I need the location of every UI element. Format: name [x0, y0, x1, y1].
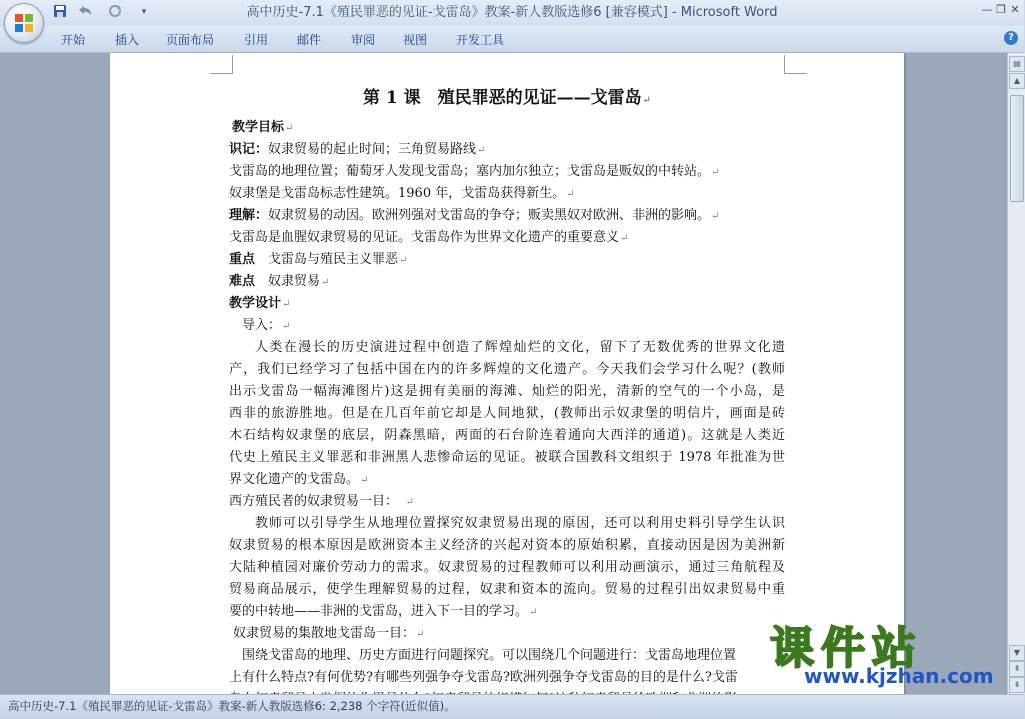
scrollbar-thumb[interactable]: [1010, 95, 1024, 202]
scroll-up-icon[interactable]: ▲: [1009, 73, 1025, 89]
section1-heading: 西方殖民者的奴隶贸易一目：: [229, 494, 392, 509]
tab-page-layout[interactable]: 页面布局: [166, 33, 215, 47]
document-body: 第 1 课 殖民罪恶的见证——戈雷岛↵ 教学目标↵ 识记：奴隶贸易的起止时间；三角贸易路线↵ 戈雷岛的地理位置；葡萄牙人发现戈雷岛；塞内加尔独立；戈雷岛是贩奴的中转站。↵ 奴隶堡是戈雷岛标志性建筑。1960 年，戈雷岛获得新生。↵ 理解：奴隶贸易的动因。欧洲列强对戈雷岛的争夺；贩卖黑奴对欧洲、非洲的影响。↵ 戈雷岛是血腥奴隶贸易的见证。戈雷岛作为世界文化遗产的重要意义↵ 重点 戈雷岛与殖民主义罪恶↵ 难点 奴隶贸易↵ 教学设计↵ 导入：↵ 人类在漫长的历史演进过程中创造了辉煌灿烂的文化，留下了无数优秀的世界文化遗 产，我们已经学习了包括中国在内的许多辉煌的文化遗产。今天我们会学习什么呢？(教师 出示戈雷岛一幅海滩图片)这是拥有美丽的海滩、灿烂的阳光，清新的空气的一个小岛，是 西非的旅游胜地。但是在几百年前它却是人间地狱，(教师出示奴隶堡的明信片，画面是砖 木石结构奴隶堡的底层，阴森黑暗，两面的石台阶连着通向大西洋的通道)。这就是人类近 代史上殖民主义罪恶和非洲黑人悲惨命运的见证。被联合国教科文组织于 1978 年批准为世 界文化遗产的戈雷岛。↵ 西方殖民者的奴隶贸易一目： ↵ 教师可以引导学生从地理位置探究奴隶贸易出现的原因，还可以利用史料引导学生认识 奴隶贸易的根本原因是欧洲资本主义经济的兴起对资本的原始积累，直接动因是因为美洲新 大陆种植园对廉价劳动力的需求。奴隶贸易的过程教师可以利用动画演示，通过三角航程及 贸易商品展示，使学生理解贸易的过程，奴隶和资本的流向。贸易的过程引出奴隶贸易中重 要的中转地——非洲的戈雷岛，进入下一目的学习。↵ 奴隶贸易的集散地戈雷岛一目：↵ 围绕戈雷岛的地理、历史方面进行问题探究。可以围绕几个问题进行：戈雷岛地理位置 上有什么特点?有何优势?有哪些列强争夺戈雷岛?欧洲列强争夺戈雷岛的目的是什么?戈雷: [229, 83, 785, 711]
ruler-toggle-icon[interactable]: ▤: [1009, 56, 1025, 72]
office-button[interactable]: [4, 3, 44, 43]
understand-text: 奴隶贸易的动因。欧洲列强对戈雷岛的争夺；贩卖黑奴对欧洲、非洲的影响。: [268, 208, 711, 223]
difficulty-text: 奴隶贸易: [268, 274, 321, 289]
intro-label: 导入：: [242, 318, 282, 333]
paragraph-goree: 围绕戈雷岛的地理、历史方面进行问题探究。可以围绕几个问题进行：戈雷岛地理位置 上有什么特点?有何优势?有哪些列强争夺戈雷岛?欧洲列强争夺戈雷岛的目的是什么?戈雷: [229, 648, 738, 685]
title-bar: [0, 0, 1024, 26]
paragraph-trade: 教师可以引导学生从地理位置探究奴隶贸易出现的原因，还可以利用史料引导学生认识 奴隶贸易的根本原因是欧洲资本主义经济的兴起对资本的原始积累，直接动因是因为美洲新 大陆种植园对廉价劳动力的需求。奴隶贸易的过程教师可以利用动画演示，通过三角航程及 贸易商品展示，使学生理解贸易的过程，奴隶和资本的流向。贸易的过程引出奴隶贸易中重 要的中转地——非洲的戈雷岛，进入下一目的学习。↵: [229, 516, 785, 619]
tab-mailings[interactable]: 邮件: [297, 33, 322, 47]
help-icon[interactable]: ?: [1004, 31, 1018, 45]
scroll-down-icon[interactable]: ▼: [1009, 645, 1025, 661]
tab-home[interactable]: 开始: [61, 33, 86, 47]
minimize-button[interactable]: —: [981, 3, 993, 16]
ribbon-tab-bar: [0, 26, 1024, 53]
document-workspace: [0, 53, 1007, 694]
paragraph-intro: 人类在漫长的历史演进过程中创造了辉煌灿烂的文化，留下了无数优秀的世界文化遗 产，我们已经学习了包括中国在内的许多辉煌的文化遗产。今天我们会学习什么呢？(教师 出示戈雷岛一幅海滩图片)这是拥有美丽的海滩、灿烂的阳光，清新的空气的一个小岛，是 西非的旅游胜地。但是在几百年前它却是人间地狱，(教师出示奴隶堡的明信片，画面是砖 木石结构奴隶堡的底层，阴森黑暗，两面的石台阶连着通向大西洋的通道)。这就是人类近 代史上殖民主义罪恶和非洲黑人悲惨命运的见证。被联合国教科文组织于 1978 年批准为世 界文化遗产的戈雷岛。↵: [229, 340, 785, 487]
status-text: 高中历史-7.1《殖民罪恶的见证-戈雷岛》教案-新人教版选修6: 2,238 个字符(近似值)。: [8, 699, 456, 713]
next-page-icon[interactable]: ⇟: [1009, 677, 1025, 693]
crop-mark-right: [784, 55, 807, 74]
castle-line: 奴隶堡是戈雷岛标志性建筑。1960 年，戈雷岛获得新生。: [229, 186, 566, 201]
tab-insert[interactable]: 插入: [115, 33, 140, 47]
close-button[interactable]: ✕: [1010, 3, 1020, 16]
office-logo-icon: [14, 13, 34, 33]
document-title: 第 1 课 殖民罪恶的见证——戈雷岛↵: [362, 88, 652, 108]
witness-line: 戈雷岛是血腥奴隶贸易的见证。戈雷岛作为世界文化遗产的重要意义: [229, 230, 620, 245]
tab-view[interactable]: 视图: [403, 33, 428, 47]
redo-icon[interactable]: [106, 4, 124, 21]
section2-heading: 奴隶贸易的集散地戈雷岛一目：: [233, 626, 416, 641]
vertical-scrollbar[interactable]: [1007, 53, 1025, 694]
objectives-heading: 教学目标: [232, 120, 285, 135]
undo-icon[interactable]: [74, 4, 96, 21]
watermark-logo: 课件站 www.kjzhan.com: [770, 623, 994, 688]
previous-page-icon[interactable]: ⇞: [1009, 661, 1025, 677]
focus-text: 戈雷岛与殖民主义罪恶: [268, 252, 399, 267]
tab-developer[interactable]: 开发工具: [456, 33, 505, 47]
window-title: 高中历史-7.1《殖民罪恶的见证-戈雷岛》教案-新人教版选修6 [兼容模式] - Microsoft Word: [246, 5, 778, 20]
tab-review[interactable]: 审阅: [351, 33, 376, 47]
tab-references[interactable]: 引用: [244, 33, 269, 47]
knowledge-text: 奴隶贸易的起止时间；三角贸易路线: [268, 142, 477, 157]
save-icon[interactable]: [52, 4, 68, 21]
design-heading: 教学设计: [229, 296, 282, 311]
crop-mark-left: [210, 55, 233, 74]
status-bar: [0, 694, 1024, 719]
geography-line: 戈雷岛的地理位置；葡萄牙人发现戈雷岛；塞内加尔独立；戈雷岛是贩奴的中转站。: [229, 164, 711, 179]
customize-quick-access-icon[interactable]: ▾: [141, 7, 147, 17]
restore-button[interactable]: ❐: [996, 3, 1006, 16]
